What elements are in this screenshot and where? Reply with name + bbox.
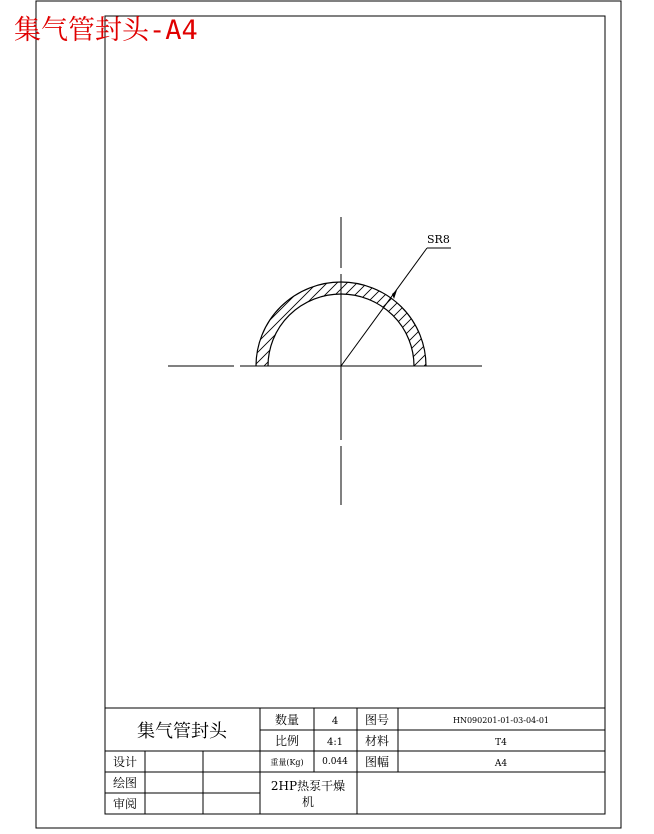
quantity-label: 数量	[274, 713, 300, 727]
sheet-size-label: 图幅	[364, 755, 390, 769]
outer-border	[36, 1, 621, 828]
material-label: 材料	[364, 734, 390, 748]
part-name: 集气管封头	[137, 721, 227, 742]
center-lines	[168, 217, 482, 505]
inner-frame	[105, 16, 605, 814]
scale-value: 4:1	[326, 737, 344, 748]
quantity-value: 4	[331, 716, 339, 727]
watermark-title: 集气管封头-A4	[14, 15, 198, 46]
product-name-line2: 机	[301, 795, 315, 809]
drawing-number-label: 图号	[364, 713, 390, 727]
material-value: T4	[495, 738, 507, 748]
sheet-size-value: A4	[494, 759, 508, 769]
scale-label: 比例	[274, 734, 300, 748]
radius-dimension-label: SR8	[427, 233, 450, 246]
weight-value: 0.044	[322, 757, 348, 767]
drawing-number-value: HN090201-01-03-04-01	[452, 716, 550, 725]
shell-section	[150, 280, 530, 380]
hatch-lines	[150, 280, 530, 380]
weight-label: 重量(Kg)	[270, 758, 304, 767]
designer-label: 设计	[112, 755, 138, 769]
product-name-line1: 2HP热泵干燥	[270, 779, 346, 793]
drafter-label: 绘图	[112, 776, 138, 790]
radius-leader	[341, 248, 451, 366]
reviewer-label: 审阅	[112, 797, 138, 811]
